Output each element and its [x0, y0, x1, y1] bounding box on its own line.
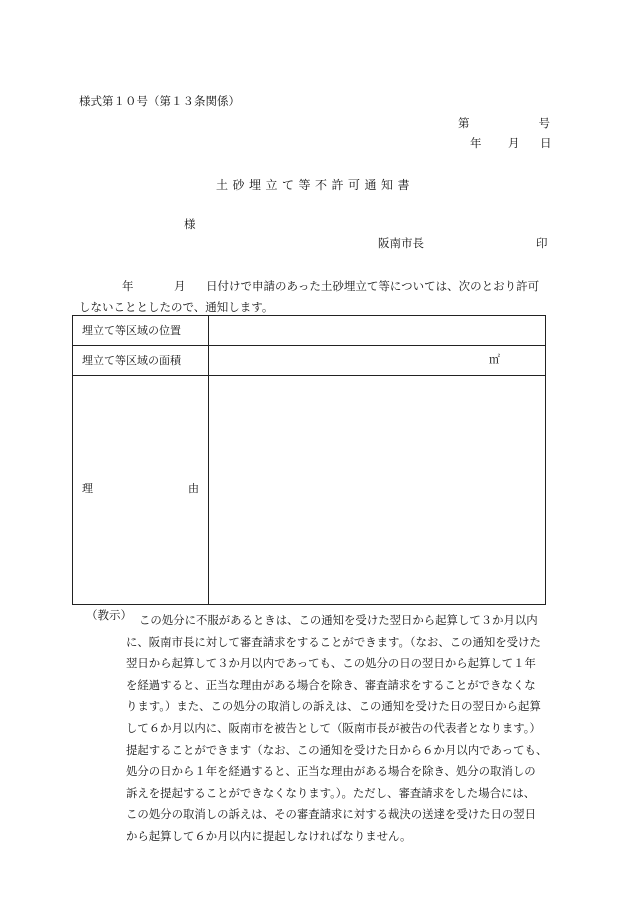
notice-line: に、阪南市長に対して審査請求をすることができます。（なお、この通知を受けた: [126, 634, 541, 649]
number-suffix: 号: [538, 116, 550, 130]
notice-line: から起算して６か月以内に提起しなければなりません。: [126, 828, 412, 843]
table-row-location: [73, 316, 546, 346]
location-label: 埋立て等区域の位置: [73, 316, 209, 346]
details-table: [72, 315, 546, 605]
seal-mark: 印: [536, 236, 548, 250]
table-row-area: [73, 346, 546, 376]
notice-line: を経過すると、正当な理由がある場合を除き、審査請求をすることができなくな: [126, 677, 536, 692]
area-unit: ㎡: [489, 353, 500, 366]
sender-name: 阪南市長: [378, 236, 424, 250]
date-month: 月: [508, 136, 520, 150]
reason-value-cell: [209, 376, 546, 605]
form-number: 様式第１０号（第１３条関係）: [79, 94, 240, 108]
number-prefix: 第: [458, 116, 470, 130]
notice-line: ります。）また、この処分の取消しの訴えは、この通知を受けた日の翌日から起算: [126, 699, 541, 714]
notice-line: この処分に不服があるときは、この通知を受けた翌日から起算して３か月以内: [139, 613, 538, 627]
notice-line: 処分の日から１年を経過すると、正当な理由がある場合を除き、処分の取消しの: [126, 764, 536, 779]
notice-line: 訴えを提起することができなくなります。）。ただし、審査請求をした場合には、: [126, 785, 536, 800]
intro-paragraph: [79, 276, 551, 318]
notice-body: [126, 610, 556, 848]
area-value-cell: [209, 346, 546, 376]
notice-line: して６か月以内に、阪南市を被告として（阪南市長が被告の代表者となります。）: [126, 720, 541, 735]
notice-line: 提起することができます（なお、この通知を受けた日から６か月以内であっても、: [126, 742, 548, 757]
area-label: 埋立て等区域の面積: [73, 346, 209, 376]
addressee-suffix: 様: [184, 217, 196, 231]
reason-label-char-1: 理: [82, 482, 93, 495]
notice-line: 翌日から起算して３か月以内であっても、この処分の日の翌日から起算して１年: [126, 656, 536, 671]
reason-label-char-2: 由: [188, 482, 199, 495]
intro-text-2: しないこととしたので、通知します。: [79, 300, 274, 314]
date-day: 日: [540, 136, 552, 150]
reason-label-cell: [73, 376, 209, 605]
intro-month: 月: [174, 279, 186, 293]
intro-text-1: 日付けで申請のあった土砂埋立て等については、次のとおり許可: [206, 279, 540, 293]
date-year: 年: [470, 136, 482, 150]
notice-line: この処分の取消しの訴えは、その審査請求に対する裁決の送達を受けた日の翌日: [126, 807, 537, 822]
intro-year: 年: [122, 279, 134, 293]
location-value-cell: [209, 316, 546, 346]
table-row-reason: [73, 376, 546, 605]
document-title: 土砂埋立て等不許可通知書: [215, 178, 414, 192]
notice-label: （教示）: [86, 608, 132, 622]
